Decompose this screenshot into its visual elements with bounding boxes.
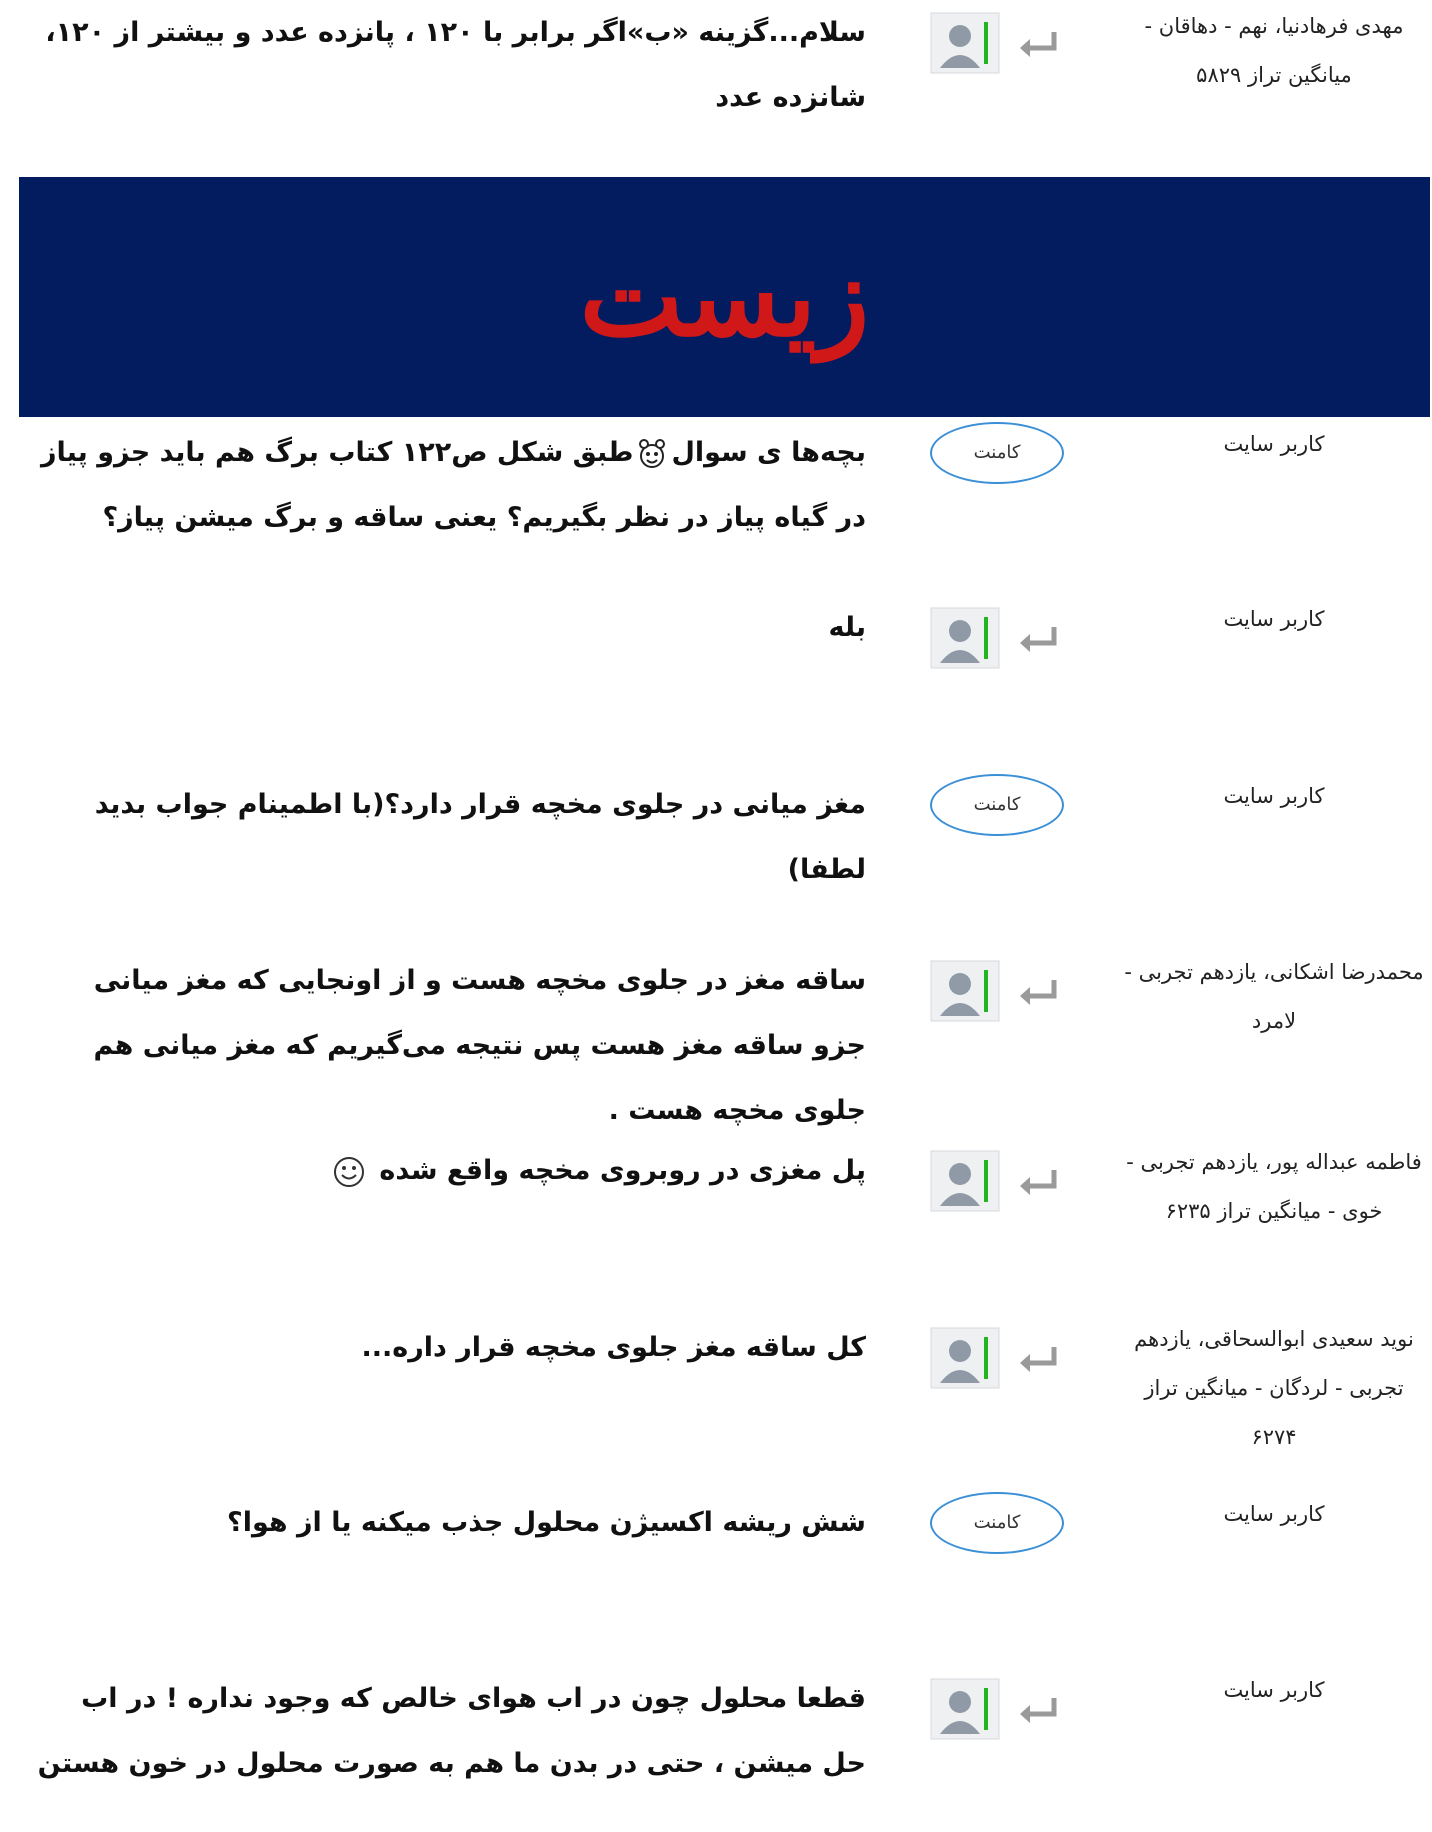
user-avatar-icon — [930, 1150, 1000, 1212]
post-text: قطعا محلول چون در اب هوای خالص که وجود نداره ! در اب حل میشن ، حتی در بدن ما هم به صورت محلول در خون هستن — [37, 1683, 866, 1779]
post-text-part: طبق شکل ص۱۲۲ کتاب برگ هم باید جزو پیاز در گیاه پیاز در نظر بگیریم؟ یعنی ساقه و برگ میشن پیاز؟ — [40, 437, 866, 533]
reply-arrow-icon — [1016, 1166, 1062, 1200]
user-avatar-icon — [930, 607, 1000, 669]
comment-badge: کامنت — [930, 1492, 1064, 1554]
reply-arrow-icon — [1016, 623, 1062, 657]
post-text-part: پل مغزی در روبروی مخچه واقع شده — [379, 1155, 866, 1186]
post-text: شش ریشه اکسیژن محلول جذب میکنه یا از هوا؟ — [227, 1507, 866, 1538]
reply-arrow-icon — [1016, 976, 1062, 1010]
smiley-icon — [332, 1155, 366, 1189]
user-avatar-icon — [930, 1327, 1000, 1389]
user-avatar-icon — [930, 960, 1000, 1022]
reply-arrow-icon — [1016, 1694, 1062, 1728]
post-text-part: بچه‌ها ی سوال — [671, 437, 866, 468]
post-text — [36, 420, 866, 550]
post-author: کاربر سایت — [1223, 607, 1325, 631]
post-author: کاربر سایت — [1223, 432, 1325, 456]
post-author: نوید سعیدی ابوالسحاقی، یازدهم تجربی - لردگان - میانگین تراز ۶۲۷۴ — [1134, 1327, 1414, 1449]
post-text: سلام...گزینه «ب»اگر برابر با ۱۲۰ ، پانزده عدد و بیشتر از ۱۲۰، شانزده عدد — [45, 17, 866, 113]
post-author: فاطمه عبداله پور، یازدهم تجربی - خوی - میانگین تراز ۶۲۳۵ — [1126, 1150, 1422, 1223]
post-author: کاربر سایت — [1223, 1678, 1325, 1702]
banner-title: زیست — [579, 232, 870, 361]
reply-arrow-icon — [1016, 28, 1062, 62]
post-text: ساقه مغز در جلوی مخچه هست و از اونجایی که مغز میانی جزو ساقه مغز هست پس نتیجه می‌گیریم که مغز میانی هم جلوی مخچه هست . — [93, 965, 866, 1126]
user-avatar-icon — [930, 12, 1000, 74]
section-banner — [19, 177, 1430, 417]
post-text — [36, 1138, 866, 1203]
post-text: مغز میانی در جلوی مخچه قرار دارد؟(با اطمینام جواب بدید لطفا) — [94, 789, 866, 885]
cartoon-face-emoji-icon — [637, 438, 667, 470]
post-author: محمدرضا اشکانی، یازدهم تجربی - لامرد — [1124, 960, 1424, 1033]
comment-badge: کامنت — [930, 774, 1064, 836]
user-avatar-icon — [930, 1678, 1000, 1740]
post-text: بله — [828, 612, 866, 643]
post-author: کاربر سایت — [1223, 784, 1325, 808]
comment-badge: کامنت — [930, 422, 1064, 484]
reply-arrow-icon — [1016, 1343, 1062, 1377]
post-text: کل ساقه مغز جلوی مخچه قرار داره... — [361, 1332, 866, 1363]
post-author: کاربر سایت — [1223, 1502, 1325, 1526]
post-author: مهدی فرهادنیا، نهم - دهاقان - میانگین تراز ۵۸۲۹ — [1144, 14, 1404, 87]
